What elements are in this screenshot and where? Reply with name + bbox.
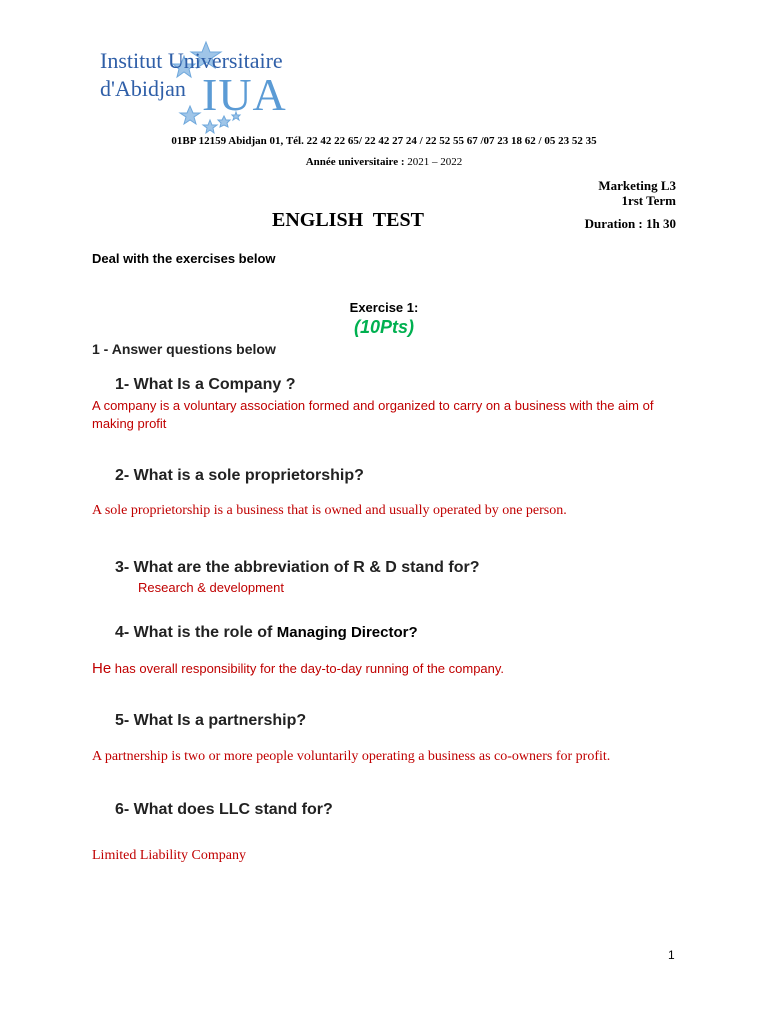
question-1: 1- What Is a Company ? [115, 376, 296, 393]
logo-line-2: d'Abidjan [100, 76, 186, 101]
question-5: 5- What Is a partnership? [115, 712, 307, 729]
academic-year-label: Année universitaire : [305, 156, 405, 168]
instructions: Deal with the exercises below [92, 251, 276, 266]
question-4-term: Managing Director? [276, 624, 418, 641]
question-4 [115, 624, 418, 642]
page-title: ENGLISH TEST [272, 209, 424, 231]
term-label: 1rst Term [621, 193, 676, 208]
logo-line-1: Institut Universitaire [100, 48, 283, 73]
institution-logo [98, 40, 328, 140]
answer-2: A sole proprietorship is a business that is owned and usually operated by one person. [92, 503, 567, 518]
question-4-prefix: 4- What is the role of [115, 624, 277, 641]
duration-label: Duration : 1h 30 [584, 216, 676, 231]
exercise-subtitle: 1 - Answer questions below [92, 341, 276, 357]
class-label: Marketing L3 [598, 178, 676, 193]
answer-5: A partnership is two or more people voluntarily operating a business as co-owners for profit. [92, 749, 611, 764]
page-number: 1 [668, 948, 675, 962]
question-6: 6- What does LLC stand for? [115, 801, 333, 818]
logo-mark: IUA [202, 69, 287, 120]
answer-4-rest: has overall responsibility for the day-to-day running of the company. [111, 661, 505, 676]
answer-1: A company is a voluntary association formed and organized to carry on a business with the aim of making profit [92, 398, 654, 431]
question-3: 3- What are the abbreviation of R & D stand for? [115, 559, 480, 576]
answer-4 [92, 660, 504, 678]
answer-4-first: He [92, 660, 112, 677]
exercise-title: Exercise 1: [349, 300, 419, 315]
answer-6: Limited Liability Company [92, 848, 246, 863]
academic-year [0, 156, 768, 168]
academic-year-value: 2021 – 2022 [407, 156, 463, 168]
question-2: 2- What is a sole proprietorship? [115, 467, 364, 484]
address-line: 01BP 12159 Abidjan 01, Tél. 22 42 22 65/ 22 42 27 24 / 22 52 55 67 /07 23 18 62 / 05 23 52 35 [171, 135, 597, 147]
answer-3: Research & development [138, 580, 284, 595]
exercise-points: (10Pts) [353, 317, 415, 337]
